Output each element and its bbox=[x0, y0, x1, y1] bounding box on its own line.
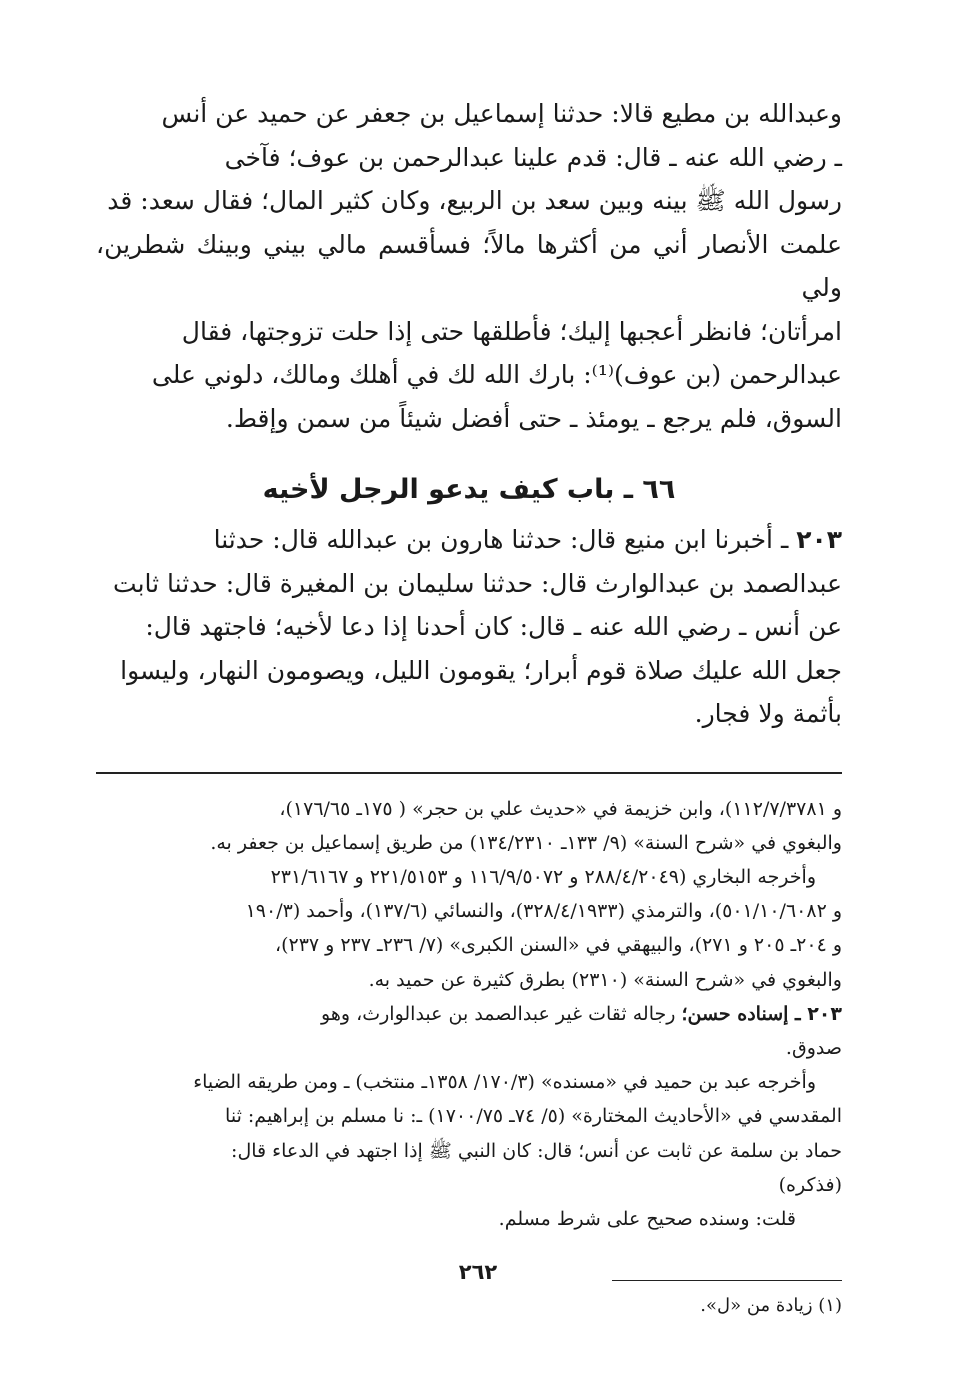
footnote-line: و ٢٠٤ـ ٢٠٥ و ٢٧١)، والبيهقي في «السنن الكبرى» (٧/ ٢٣٦ـ ٢٣٧ و ٢٣٧)، bbox=[274, 934, 842, 957]
text-line: بأثمة ولا فجار. bbox=[694, 699, 842, 728]
text-line: جعل الله عليك صلاة قوم أبرار؛ يقومون الليل، ويصومون النهار، وليسوا bbox=[120, 655, 842, 685]
footnote-line: و ٥٠١/١٠/٦٠٨٢)، والترمذي (٣٢٨/٤/١٩٣٣)، والنسائي (١٣٧/٦)، وأحمد (١٩٠/٣ bbox=[245, 900, 842, 923]
footnote-line: وأخرجه عبد بن حميد في «مسنده» (١٧٠/٣/ ١٣٥٨ـ منتخب) ـ ومن طريقه الضياء bbox=[193, 1071, 816, 1094]
margin-note bbox=[96, 1291, 842, 1321]
footnote-number: ٢٠٣ bbox=[807, 1002, 842, 1025]
chapter-title: ٦٦ ـ باب كيف يدعو الرجل لأخيه bbox=[262, 474, 676, 505]
footnote-line: المقدسي في «الأحاديث المختارة» (٥/ ٧٤ـ ١٧٠٠/٧٥) ـ: نا مسلم بن إبراهيم: ثنا bbox=[225, 1105, 842, 1128]
text-line: عبدالصمد بن عبدالوارث قال: حدثنا سليمان بن المغيرة قال: حدثنا ثابت bbox=[113, 568, 842, 598]
text-line: عن أنس ـ رضي الله عنه ـ قال: كان أحدنا إذا دعا لأخيه؛ فاجتهد قال: bbox=[145, 612, 842, 641]
text-line: عبدالرحمن (بن عوف)⁽¹⁾: بارك الله لك في أهلك ومالك، دلوني على bbox=[151, 360, 842, 389]
hadith-number: ٢٠٣ bbox=[796, 525, 842, 554]
text-line: رسول الله ﷺ بينه وبين سعد بن الربيع، وكان كثير المال؛ فقال سعد: قد bbox=[107, 186, 842, 215]
footnote-line bbox=[96, 997, 842, 1031]
hadith-text bbox=[96, 518, 842, 736]
footnote-line: والبغوي في «شرح السنة» (٢٣١٠) بطرق كثيرة عن حميد به. bbox=[368, 968, 842, 991]
footnote-line: والبغوي في «شرح السنة» (٩/ ١٣٣ـ ١٣٤/٢٣١٠) من طريق إسماعيل بن جعفر به. bbox=[210, 831, 842, 854]
grading-label: ـ إسناده حسن؛ bbox=[681, 1002, 808, 1025]
document-page bbox=[96, 92, 842, 1332]
text-line: السوق، فلم يرجع ـ يومئذ ـ حتى أفضل شيئاً من سمن وإقط. bbox=[225, 403, 842, 433]
footnote-line: قلت: وسنده صحيح على شرط مسلم. bbox=[498, 1207, 796, 1230]
text-line: وعبدالله بن مطيع قالا: حدثنا إسماعيل بن جعفر عن حميد عن أنس bbox=[161, 99, 842, 128]
footnotes bbox=[96, 792, 842, 1237]
text-line: علمت الأنصار أني من أكثرها مالاً؛ فسأقسم مالي بيني وبينك شطرين، ولي bbox=[96, 229, 842, 302]
footnote-line: وأخرجه البخاري (٢٨٨/٤/٢٠٤٩ و ١١٦/٩/٥٠٧٢ و ٢٢١/٥١٥٣ و ٢٣١/٦١٦٧ bbox=[270, 865, 816, 888]
footnote-line: (فذكره) bbox=[778, 1173, 842, 1196]
text-line: ـ رضي الله عنه ـ قال: قدم علينا عبدالرحمن بن عوف؛ فآخى bbox=[224, 142, 842, 172]
footnote-line: صدوق. bbox=[785, 1036, 842, 1059]
text-line: امرأتان؛ فانظر أعجبها إليك؛ فأطلقها حتى إذا حلت تزوجتها، فقال bbox=[181, 316, 842, 346]
text-line bbox=[96, 518, 842, 562]
footnote-line: و ١١٢/٧/٣٧٨١)، وابن خزيمة في «حديث علي بن حجر» ( ١٧٥ـ ١٧٦/٦٥)، bbox=[279, 797, 842, 820]
footnote-separator bbox=[96, 772, 842, 774]
page-number: ٢٦٢ bbox=[458, 1260, 498, 1284]
footnote-line: حماد بن سلمة عن ثابت عن أنس؛ قال: كان النبي ﷺ إذا اجتهد في الدعاء قال: bbox=[231, 1139, 842, 1162]
hadith-first-line: ـ أخبرنا ابن منيع قال: حدثنا هارون بن عبدالله قال: حدثنا bbox=[213, 525, 797, 554]
grading-text: رجاله ثقات غير عبدالصمد بن عبدالوارث، وهو bbox=[321, 1002, 682, 1025]
margin-note-text: (١) زيادة من «ل». bbox=[700, 1295, 842, 1317]
main-text bbox=[96, 92, 842, 440]
